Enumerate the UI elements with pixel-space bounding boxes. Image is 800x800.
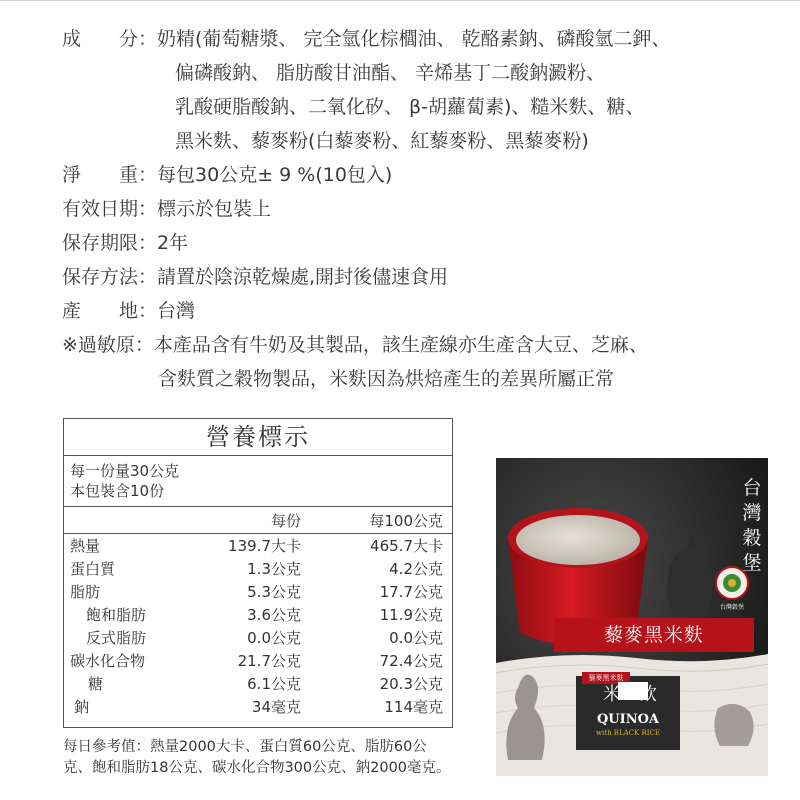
teapot-silhouette-icon — [667, 551, 713, 618]
nutrient-per-serving: 1.3公克 — [247, 560, 301, 578]
product-package-image — [496, 458, 768, 776]
product-en-title: QUINOA — [596, 712, 660, 727]
spec-origin — [62, 300, 195, 322]
nutrient-per-serving: 5.3公克 — [247, 583, 301, 601]
spec-value: 標示於包裝上 — [157, 198, 272, 220]
nutrition-table — [63, 418, 453, 728]
nutrient-per-serving: 139.7大卡 — [228, 537, 301, 555]
ingredients-line-1: 奶精(葡萄糖漿、 完全氫化棕櫚油、 乾酪素鈉、磷酸氫二鉀、 — [157, 28, 671, 50]
brand-char: 灣 — [742, 502, 762, 524]
nutrient-name: 碳水化合物 — [70, 652, 146, 670]
product-name: 藜麥黑米麩 — [603, 624, 704, 646]
allergen-row — [62, 334, 648, 356]
spec-shelf-life — [62, 232, 188, 254]
spec-storage — [62, 266, 448, 288]
nutrition-divider — [64, 533, 452, 534]
nutrient-name: 蛋白質 — [70, 560, 116, 578]
ingredients-line-2: 偏磷酸鈉、 脂肪酸甘油酯、 辛烯基丁二酸鈉澱粉、 — [175, 62, 606, 84]
servings-per-pack: 本包裝含10份 — [70, 482, 165, 500]
spec-label: 有效日期： — [62, 198, 158, 220]
nutrient-name: 飽和脂肪 — [86, 606, 147, 624]
spec-value: 台灣 — [157, 300, 196, 322]
nutrient-per-serving: 34毫克 — [251, 698, 301, 716]
serving-size: 每一份量30公克 — [70, 462, 180, 480]
spec-value: 每包30公克± 9 %(10包入) — [157, 164, 393, 186]
spec-label: 產 地： — [62, 300, 158, 322]
nutrient-per-100g: 11.9公克 — [379, 606, 443, 624]
daily-reference-line-2: 克、飽和脂肪18公克、碳水化合物300公克、鈉2000毫克。 — [63, 760, 451, 776]
ingredients-line-3: 乳酸硬脂酸鈉、二氧化矽、 β-胡蘿蔔素)、糙米麩、糖、 — [175, 96, 645, 118]
nutrient-per-100g: 20.3公克 — [379, 675, 443, 693]
nutrient-per-100g: 465.7大卡 — [370, 537, 443, 555]
nutrient-name: 糖 — [88, 675, 104, 693]
spec-value: 請置於陰涼乾燥處,開封後儘速食用 — [157, 266, 449, 288]
seal-text: 台灣穀堡 — [719, 604, 744, 611]
spec-value: 2年 — [157, 232, 189, 254]
nutrient-per-serving: 21.7公克 — [237, 652, 301, 670]
nutrient-name: 反式脂肪 — [86, 629, 147, 647]
spec-expiry — [62, 198, 271, 220]
allergen-label: ※過敏原： — [62, 334, 154, 356]
nutrient-per-100g: 114毫克 — [384, 698, 443, 716]
product-en-sub: with BLACK RICE — [596, 729, 660, 737]
nutrition-divider — [64, 506, 452, 507]
spec-label: 保存方法： — [62, 266, 158, 288]
nutrient-per-100g: 72.4公克 — [379, 652, 443, 670]
product-jp-title: 米の飲 — [603, 684, 657, 705]
nutrient-per-serving: 0.0公克 — [247, 629, 301, 647]
daily-reference-line-1: 每日參考值：熱量2000大卡、蛋白質60公克、脂肪60公 — [63, 739, 427, 755]
nutrient-name: 鈉 — [74, 698, 90, 716]
product-tag: 藜麥黑米麩 — [588, 674, 624, 682]
milk-drink — [516, 515, 640, 565]
spec-net-weight — [62, 164, 392, 186]
brand-char: 堡 — [742, 552, 762, 574]
top-divider — [0, 0, 800, 1]
nutrient-per-100g: 4.2公克 — [389, 560, 443, 578]
spec-label: 保存期限： — [62, 232, 158, 254]
spec-label: 淨 重： — [62, 164, 158, 186]
nutrient-per-100g: 0.0公克 — [389, 629, 443, 647]
ingredients-label: 成 分： — [62, 28, 158, 50]
brand-char: 台 — [742, 477, 762, 499]
teapot-icon — [714, 704, 753, 746]
nutrient-name: 熱量 — [70, 537, 101, 555]
col-header-per-100g: 每100公克 — [369, 512, 443, 530]
ingredients-row — [62, 28, 671, 50]
daily-reference — [63, 737, 463, 779]
ingredients-line-4: 黑米麩、藜麥粉(白藜麥粉、紅藜麥粉、黑藜麥粉) — [175, 130, 589, 152]
brand-char: 穀 — [742, 527, 762, 549]
allergen-line-1: 本產品含有牛奶及其製品，該生產線亦生產含大豆、芝麻、 — [153, 334, 648, 356]
nutrient-per-serving: 3.6公克 — [247, 606, 301, 624]
brand-vertical — [740, 476, 764, 576]
col-header-per-serving: 每份 — [270, 512, 301, 530]
nutrient-per-serving: 6.1公克 — [247, 675, 301, 693]
nutrient-name: 脂肪 — [70, 583, 101, 601]
nutrient-per-100g: 17.7公克 — [379, 583, 443, 601]
nutrition-divider — [64, 455, 452, 456]
allergen-line-2: 含麩質之穀物製品，米麩因為烘焙產生的差異所屬正常 — [158, 368, 615, 390]
nutrition-title: 營養標示 — [206, 423, 310, 451]
